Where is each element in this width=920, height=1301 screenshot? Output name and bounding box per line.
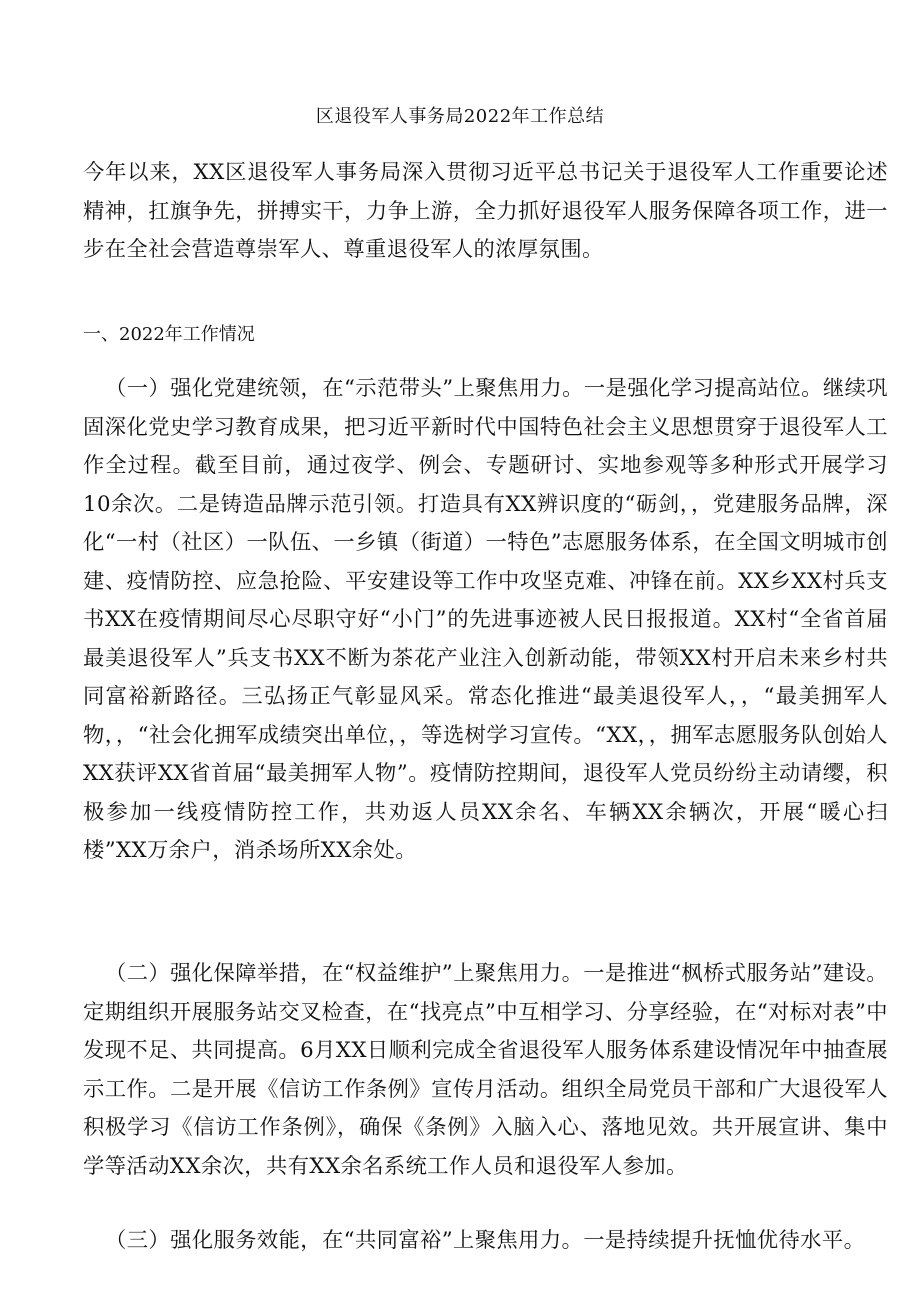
paragraph-party-building-text: （一）强化党建统领，在“示范带头”上聚焦用力。一是强化学习提高站位。继续巩固深化党史学习教育成果，把习近平新时代中国特色社会主义思想贯穿于退役军人工作全过程。截至目前，通过夜学、例会、专题研讨、实地参观等多种形式开展学习10余次。二是铸造品牌示范引领。打造具有XX辨识度的“砺剑，，党建服务品牌，深化“一村（社区）一队伍、一乡镇（街道）一特色”志愿服务体系，在全国文明城市创建、疫情防控、应急抢险、平安建设等工作中攻坚克难、冲锋在前。XX乡XX村兵支书XX在疫情期间尽心尽职守好“小门”的先进事迹被人民日报报道。XX村“全省首届最美退役军人”兵支书XX不断为茶花产业注入创新动能，带领XX村开启未来乡村共同富裕新路径。三弘扬正气彰显风采。常态化推进“最美退役军人，，“最美拥军人物，，“社会化拥军成绩突出单位，，等选树学习宣传。“XX，，拥军志愿服务队创始人XX获评XX省首届“最美拥军人物”。疫情防控期间，退役军人党员纷纷主动请缨，积极参加一线疫情防控工作，共劝返人员XX余名、车辆XX余辆次，开展“暖心扫楼”XX万余户，消杀场所XX余处。 — [83, 376, 888, 863]
paragraph-rights-protection-text: （二）强化保障举措，在“权益维护”上聚焦用力。一是推进“枫桥式服务站”建设。定期组织开展服务站交叉检查，在“找亮点”中互相学习、分享经验，在“对标对表”中发现不足、共同提高。6月XX日顺利完成全省退役军人服务体系建设情况年中抽查展示工作。二是开展《信访工作条例》宣传月活动。组织全局党员干部和广大退役军人积极学习《信访工作条例》，确保《条例》入脑入心、落地见效。共开展宣讲、集中学等活动XX余次，共有XX余名系统工作人员和退役军人参加。 — [83, 961, 888, 1179]
paragraph-rights-protection — [83, 955, 888, 1186]
paragraph-party-building — [83, 370, 888, 871]
paragraph-service-efficiency-text: （三）强化服务效能，在“共同富裕”上聚焦用力。一是持续提升抚恤优待水平。 — [105, 1228, 866, 1253]
section-heading-2022-work: 一、2022年工作情况 — [83, 324, 255, 345]
intro-paragraph — [83, 154, 888, 270]
paragraph-service-efficiency — [83, 1222, 888, 1261]
document-title: 区退役军人事务局2022年工作总结 — [315, 106, 605, 127]
intro-text: 今年以来，XX区退役军人事务局深入贯彻习近平总书记关于退役军人工作重要论述精神，扛旗争先，拼搏实干，力争上游，全力抓好退役军人服务保障各项工作，进一步在全社会营造尊崇军人、尊重退役军人的浓厚氛围。 — [83, 160, 888, 262]
